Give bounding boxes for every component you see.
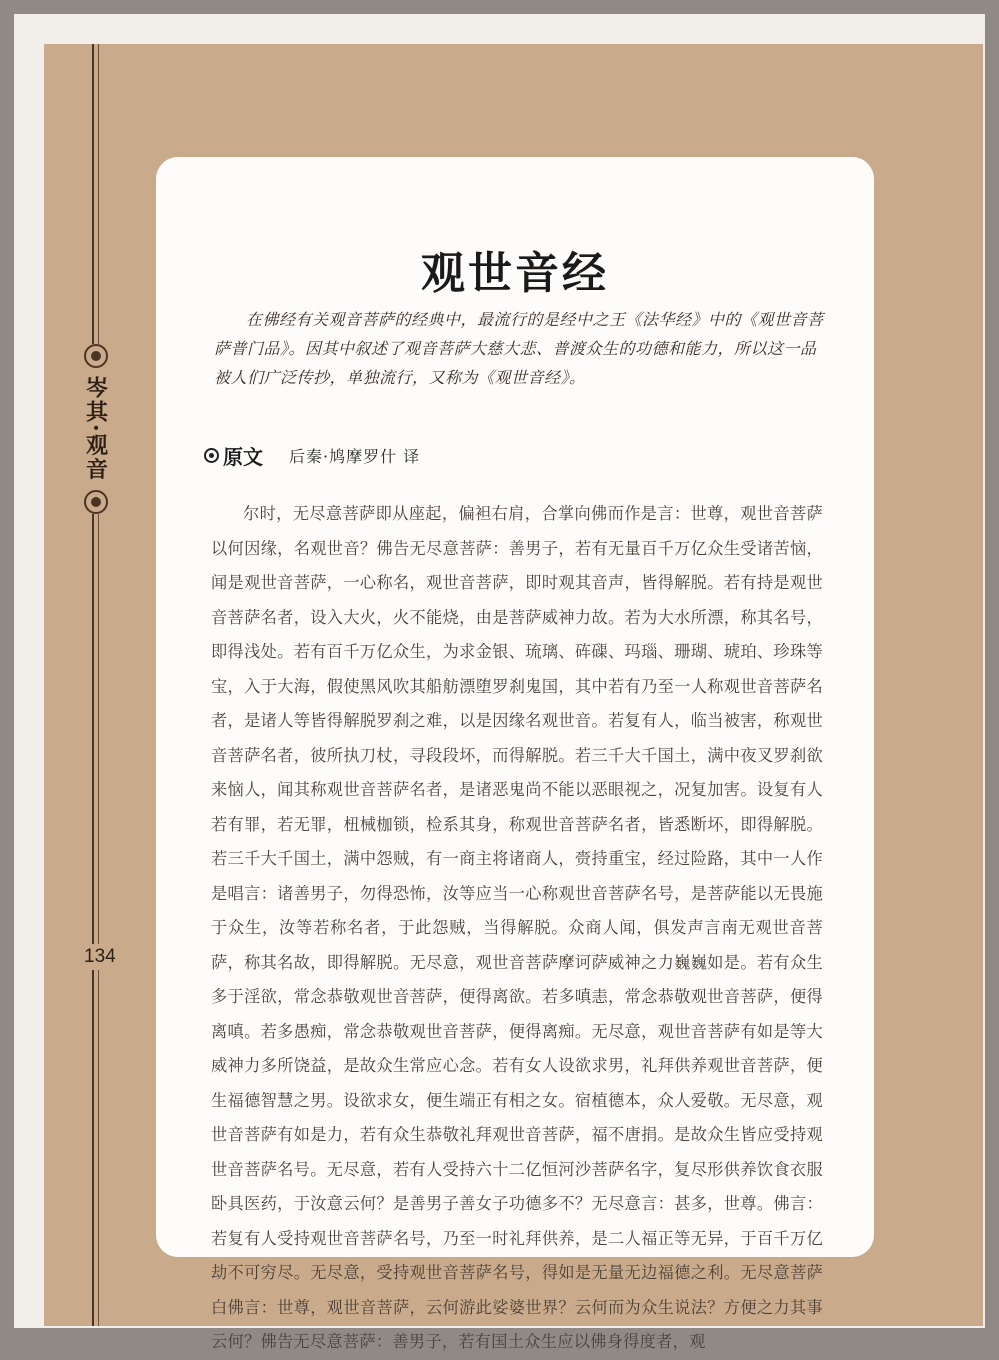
- rosette-bottom-icon: [84, 490, 108, 514]
- translator-credit: 后秦·鸠摩罗什 译: [289, 447, 421, 466]
- section-label: 原文: [223, 445, 263, 469]
- chapter-spine: [74, 344, 118, 514]
- spine-rule-thin: [98, 44, 99, 1326]
- article-title: 观世音经: [421, 248, 609, 299]
- rosette-top-icon: [84, 344, 108, 368]
- circle-dot-icon: [204, 448, 219, 463]
- section-header: [204, 441, 824, 470]
- chapter-title: 岑其·观音: [81, 368, 112, 490]
- intro-paragraph: 在佛经有关观音菩萨的经典中，最流行的是经中之王《法华经》中的《观世音菩萨普门品》。因其中叙述了观音菩萨大慈大悲、普渡众生的功德和能力，所以这一品被人们广泛传抄，单独流行，又称为《观世音经》。: [214, 310, 824, 387]
- page-number: 134: [84, 944, 116, 970]
- scripture-text: 尔时，无尽意菩萨即从座起，偏袒右肩，合掌向佛而作是言：世尊，观世音菩萨以何因缘，名观世音？佛告无尽意菩萨：善男子，若有无量百千万亿众生受诸苦恼，闻是观世音菩萨，一心称名，观世音菩萨，即时观其音声，皆得解脱。若有持是观世音菩萨名者，设入大火，火不能烧，由是菩萨威神力故。若为大水所漂，称其名号，即得浅处。若有百千万亿众生，为求金银、琉璃、砗磲、玛瑙、珊瑚、琥珀、珍珠等宝，入于大海，假使黑风吹其船舫漂堕罗刹鬼国，其中若有乃至一人称观世音菩萨名者，是诸人等皆得解脱罗刹之难，以是因缘名观世音。若复有人，临当被害，称观世音菩萨名者，彼所执刀杖，寻段段坏，而得解脱。若三千大千国土，满中夜叉罗刹欲来恼人，闻其称观世音菩萨名者，是诸恶鬼尚不能以恶眼视之，况复加害。设复有人若有罪，若无罪，杻械枷锁，检系其身，称观世音菩萨名者，皆悉断坏，即得解脱。若三千大千国土，满中怨贼，有一商主将诸商人，赍持重宝，经过险路，其中一人作是唱言：诸善男子，勿得恐怖，汝等应当一心称观世音菩萨名号，是菩萨能以无畏施于众生，汝等若称名者，于此怨贼，当得解脱。众商人闻，俱发声言南无观世音菩萨，称其名故，即得解脱。无尽意，观世音菩萨摩诃萨威神之力巍巍如是。若有众生多于淫欲，常念恭敬观世音菩萨，便得离欲。若多嗔恚，常念恭敬观世音菩萨，便得离嗔。若多愚痴，常念恭敬观世音菩萨，便得离痴。无尽意，观世音菩萨有如是等大威神力多所饶益，是故众生常应心念。若有女人设欲求男，礼拜供养观世音菩萨，便生福德智慧之男。设欲求女，便生端正有相之女。宿植德本，众人爱敬。无尽意，观世音菩萨有如是力，若有众生恭敬礼拜观世音菩萨，福不唐捐。是故众生皆应受持观世音菩萨名号。无尽意，若有人受持六十二亿恒河沙菩萨名字，复尽形供养饮食衣服卧具医药，于汝意云何？是善男子善女子功德多不？无尽意言：甚多，世尊。佛言：若复有人受持观世音菩萨名号，乃至一时礼拜供养，是二人福正等无异，于百千万亿劫不可穷尽。无尽意，受持观世音菩萨名号，得如是无量无边福德之利。无尽意菩萨白佛言：世尊，观世音菩萨，云何游此娑婆世界？云何而为众生说法？方便之力其事云何？佛告无尽意菩萨：善男子，若有国土众生应以佛身得度者，观: [211, 504, 823, 1351]
- book-page: [44, 44, 983, 1351]
- content-card: [156, 157, 874, 1351]
- spine-rule: [92, 44, 94, 1326]
- page-frame: [14, 14, 985, 1351]
